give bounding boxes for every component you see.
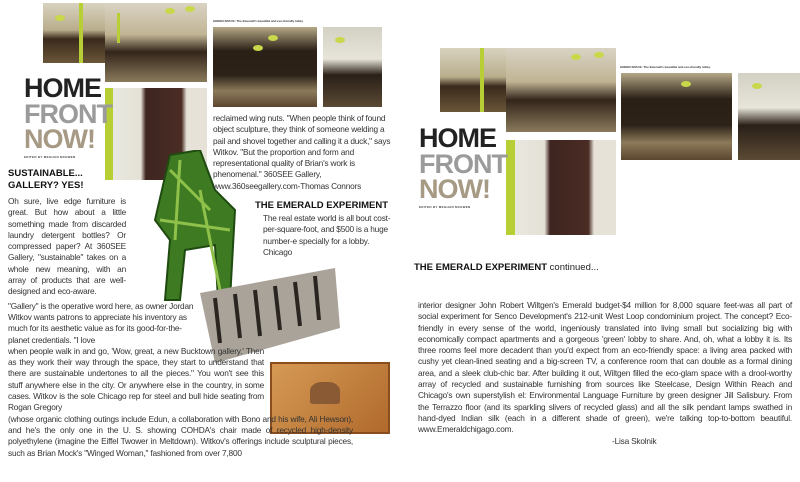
paragraph-2b: when people walk in and go, 'Wow, great, a new Bucktown gallery.' Then as they work their way through the space, they start to understand that there are sustainable undertones to all the pieces." You won't see this stuff anywhere else in the city. Or anywhere else in the country, in some cases. Witkov is the sole Chicago rep for steel and bull hide seating from Rogan Gregory — [8, 345, 264, 413]
paragraph-1: Oh sure, live edge furniture is great. But how about a little something made from discarded laundry detergent bottles? Or compressed paper? At 360SEE Gallery, "sustainable" takes on a whole new meaning, with an array of products that are well-designed and eco-aware. — [8, 196, 126, 297]
emerald-intro: The real estate world is all bout cost-per-square-foot, and $500 is a huge number-e specially for a lobby. Chicago — [263, 213, 391, 257]
continued-article — [418, 300, 792, 447]
sidebar-heading: SUSTAINABLE... GALLERY? YES! — [8, 168, 84, 191]
photo-caption: GREEN SPACE: The Emerald's beautiful and eco-friendly lobby — [213, 19, 304, 23]
lobby-photo-bar-2 — [506, 48, 616, 132]
lobby-photo-bar-corner — [43, 3, 105, 63]
right-column — [213, 113, 395, 258]
emerald-heading: THE EMERALD EXPERIMENT — [255, 200, 389, 212]
lobby-photo-living-2 — [506, 140, 616, 235]
lobby-photo-bar — [105, 3, 207, 82]
column-2-text: reclaimed wing nuts. "When people think of found object sculpture, they think of someone welding a pail and shovel together and calling it a duck," says Witkov. "But the proportion and form and representational quality of Brian's work is phenomenal." 360SEE Gallery, www.360seegallery.com-Thomas Connors — [213, 113, 391, 191]
lobby-photo-counter-2 — [738, 73, 800, 160]
masthead-2: HOME FRONT NOW! EDITED BY MEGHAN MCEWEN — [419, 123, 507, 209]
continued-body: interior designer John Robert Wiltgen's Emerald budget-$4 million for 8,000 square feet-was all part of social experiment for Senco Development's 212-unit West Loop condominium project. The concept? Eco-friendly in every sense of the world, ingeniously translated into living small but socializing big with economically compact apartments and a gorgeous 'green' lobby to share. And, oh, what a lobby it is. Its three rooms feel more decadent than you'd expect from an eco-friendly space: a living area packed with cushy yet clean-lined seating and a big-screen TV, a conference room that can double as a formal dining area, and a sleek club-chic bar. After building it out, Wiltgen filled the eco-glam space with a drool-worthy array of recycled and sustainable furnishing from sources like Steelcase, Design Within Reach and Chicago's own superstylish el: Environmental Language Furniture by green designer Jill Salisbury. From the Terrazzo floor (and its sparkling slivers of recycled glass) and all the silk pendant lamps swathed in hand-dyed Indian silk (each in a different shade of green), we're talking top-to-bottom beautiful. www.Emeraldchigago.com. — [418, 300, 792, 435]
lobby-photo-dining — [213, 27, 317, 107]
continued-heading: THE EMERALD EXPERIMENT continued... — [414, 262, 599, 273]
lobby-photo-dining-2 — [621, 73, 732, 160]
byline: -Lisa Skolnik — [612, 435, 657, 446]
paragraph-2a: "Gallery" is the operative word here, as owner Jordan Witkov wants patrons to appreciate his inventory as much for its aesthetic value as for its good-for-the-planet credentials. "I love — [8, 300, 194, 345]
lobby-photo-bar-corner-2 — [440, 48, 506, 112]
masthead: HOME FRONT NOW! EDITED BY MEGHAN MCEWEN — [24, 73, 112, 159]
paragraph-2c: (whose organic clothing outings include Edun, a collaboration with Bono and his wife, Ali Hewson), and he's the only one in the U. S. showing COHDA's chair made of recycled high-density polyethylene (imagine the Eiffel Twower in Meltdown). Witkov's offerings include sculptural pieces, such as Brian Mock's "Winged Woman," fashioned from over 7,800 — [8, 413, 353, 458]
lobby-photo-counter — [323, 27, 382, 107]
photo-caption-2: GREEN SPACE: The Emerald's beautiful and eco-friendly lobby. — [620, 65, 711, 69]
